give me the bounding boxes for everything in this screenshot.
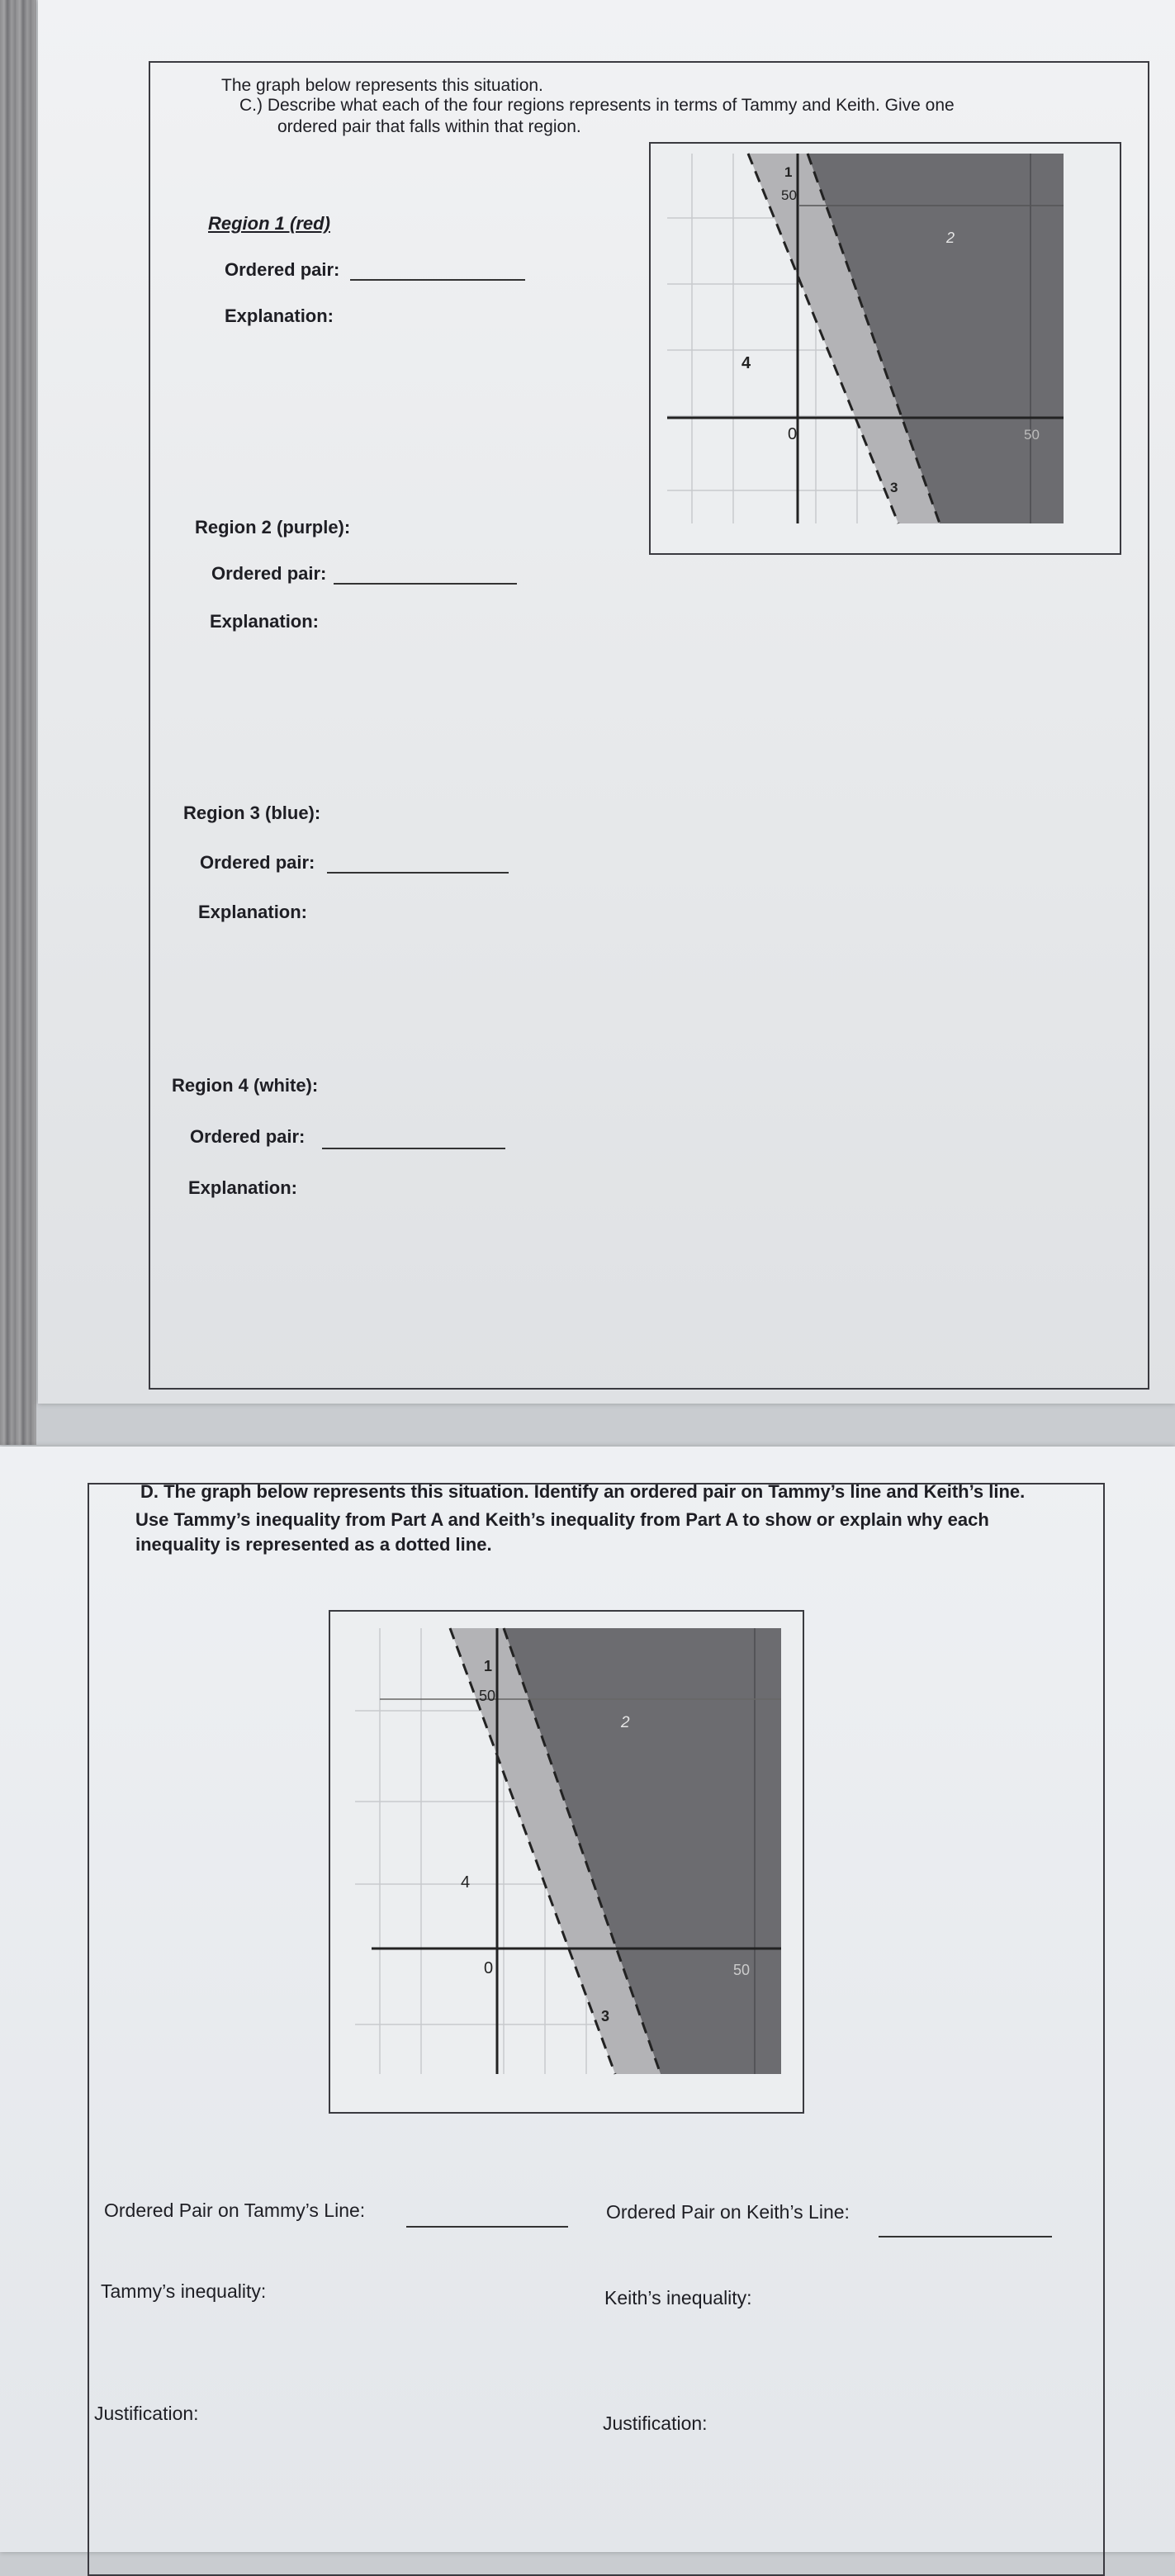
region-1-ordered-pair-blank[interactable] <box>350 279 525 281</box>
origin-label-d: 0 <box>484 1959 494 1977</box>
section-c-graph <box>649 142 1121 555</box>
region-2-title: Region 2 (purple): <box>195 517 351 537</box>
keith-ordered-pair-blank[interactable] <box>879 2236 1052 2237</box>
section-c-prompt-line2: ordered pair that falls within that region. <box>277 117 581 136</box>
region-label-2-d: 2 <box>621 1714 630 1731</box>
section-d-line1: D. The graph below represents this situation. Identify an ordered pair on Tammy’s line and Keith’s line. <box>140 1481 1026 1502</box>
section-c-intro: The graph below represents this situation. <box>221 76 543 95</box>
tammy-inequality-label: Tammy’s inequality: <box>101 2280 267 2302</box>
region-4-explanation-label: Explanation: <box>188 1177 298 1198</box>
region-label-3: 3 <box>890 480 898 495</box>
region-4-ordered-pair-blank[interactable] <box>322 1148 505 1149</box>
wooden-table-background <box>0 0 36 1445</box>
region-label-2: 2 <box>946 230 955 246</box>
x-tick-50-d: 50 <box>733 1962 751 1978</box>
y-tick-50-d: 50 <box>479 1688 496 1704</box>
region-label-3-d: 3 <box>601 2008 610 2024</box>
x-tick-50: 50 <box>1024 427 1040 443</box>
worksheet-page-1 <box>38 0 1175 1404</box>
region-2-ordered-pair-blank[interactable] <box>334 583 517 585</box>
region-3-ordered-pair-blank[interactable] <box>327 872 509 874</box>
region-3-title: Region 3 (blue): <box>183 803 321 823</box>
region-label-4-d: 4 <box>461 1873 471 1892</box>
region-1-title: Region 1 (red) <box>208 213 330 234</box>
keith-justification-label: Justification: <box>603 2413 708 2434</box>
section-d-graph-svg <box>330 1612 803 2112</box>
section-c-graph-svg <box>651 144 1120 553</box>
tammy-ordered-pair-label: Ordered Pair on Tammy’s Line: <box>104 2200 366 2221</box>
region-3-explanation-label: Explanation: <box>198 902 308 922</box>
tammy-justification-label: Justification: <box>94 2403 199 2424</box>
region-1-ordered-pair-label: Ordered pair: <box>225 259 340 280</box>
y-tick-50: 50 <box>781 187 797 203</box>
section-d-graph <box>329 1610 804 2114</box>
region-2-ordered-pair-label: Ordered pair: <box>211 563 327 584</box>
region-2-explanation-label: Explanation: <box>210 611 320 632</box>
region-label-1-d: 1 <box>484 1658 493 1674</box>
region-4-ordered-pair-label: Ordered pair: <box>190 1126 306 1147</box>
section-d-line3: inequality is represented as a dotted line. <box>135 1534 492 1555</box>
region-4-title: Region 4 (white): <box>172 1075 319 1096</box>
section-c-prompt-line1: C.) Describe what each of the four regions represents in terms of Tammy and Keith. Give one <box>239 96 955 115</box>
region-1-explanation-label: Explanation: <box>225 305 334 326</box>
origin-label: 0 <box>788 425 798 443</box>
tammy-ordered-pair-blank[interactable] <box>406 2226 568 2228</box>
keith-inequality-label: Keith’s inequality: <box>604 2287 752 2308</box>
region-label-4: 4 <box>741 354 751 372</box>
keith-ordered-pair-label: Ordered Pair on Keith’s Line: <box>606 2201 850 2223</box>
region-label-1: 1 <box>784 164 793 180</box>
worksheet-page-2 <box>0 1447 1175 2552</box>
region-3-ordered-pair-label: Ordered pair: <box>200 852 315 873</box>
section-d-line2: Use Tammy’s inequality from Part A and Keith’s inequality from Part A to show or explain why each <box>135 1509 989 1530</box>
